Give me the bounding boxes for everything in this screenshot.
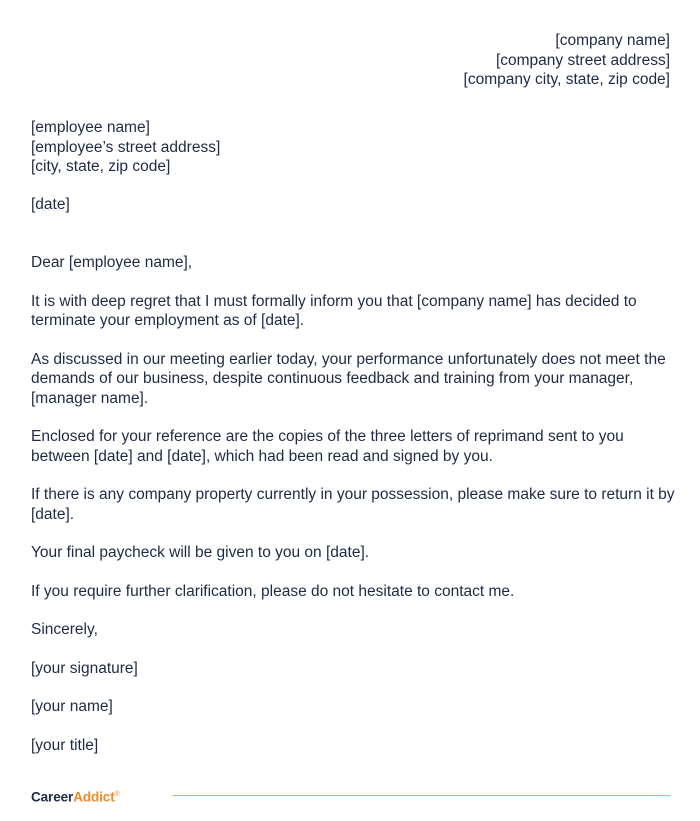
company-city-state-zip: [company city, state, zip code] — [463, 71, 670, 88]
footer — [31, 786, 671, 806]
company-street-address: [company street address] — [495, 51, 670, 69]
signature-placeholder: [your signature] — [31, 659, 138, 677]
employee-name: [employee name] — [31, 119, 150, 136]
employee-address-block — [31, 118, 220, 177]
paragraph-reprimand-letters: Enclosed for your reference are the copies of the three letters of reprimand sent to you between [date] and [date], which had been read and signed by you. — [31, 428, 624, 465]
closing: Sincerely, — [31, 621, 98, 638]
brand-career-text: Career — [31, 789, 74, 805]
paragraph-performance-reason: As discussed in our meeting earlier today, your performance unfortunately does not meet the demands of our business, despite continuous feedback and training from your manager, [manager name]. — [31, 350, 666, 407]
salutation: Dear [employee name], — [31, 254, 193, 271]
footer-divider — [173, 795, 670, 796]
paragraph-final-paycheck: Your final paycheck will be given to you on [date]. — [31, 544, 370, 561]
sender-name: [your name] — [31, 698, 113, 715]
sender-title: [your title] — [31, 736, 99, 754]
letter-date: [date] — [31, 196, 70, 213]
paragraph-company-property: If there is any company property currently in your possession, please make sure to return it by [date]. — [31, 486, 675, 523]
paragraph-termination-notice: It is with deep regret that I must formally inform you that [company name] has decided to terminate your employment as of [date]. — [31, 292, 637, 329]
brand-addict-text: Addict — [73, 789, 115, 805]
registered-mark-icon: ® — [114, 791, 120, 798]
company-name: [company name] — [555, 32, 670, 49]
careeraddict-logo — [31, 786, 120, 807]
employee-street-address: [employee’s street address] — [31, 138, 221, 156]
employee-city-state-zip: [city, state, zip code] — [31, 158, 171, 175]
paragraph-clarification: If you require further clarification, please do not hesitate to contact me. — [31, 582, 515, 600]
letter-body — [31, 253, 676, 774]
company-address-block — [464, 31, 670, 90]
